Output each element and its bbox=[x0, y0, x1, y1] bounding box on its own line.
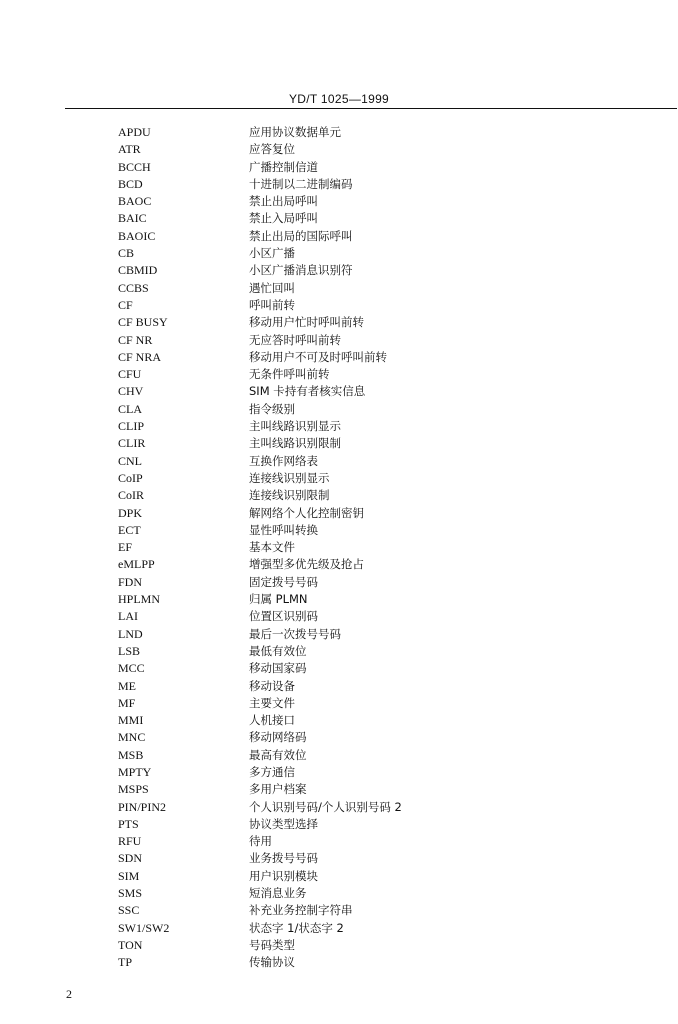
abbreviation-term: TON bbox=[118, 937, 143, 952]
abbreviation-definition: 移动用户不可及时呼叫前转 bbox=[249, 349, 387, 364]
list-item bbox=[0, 314, 678, 331]
list-item bbox=[0, 539, 678, 556]
list-item bbox=[0, 141, 678, 158]
abbreviation-term: CLA bbox=[118, 401, 142, 416]
abbreviation-definition: 增强型多优先级及抢占 bbox=[249, 557, 364, 572]
abbreviation-term: BAOC bbox=[118, 194, 152, 209]
list-item bbox=[0, 885, 678, 902]
abbreviation-definition: 无条件呼叫前转 bbox=[249, 367, 330, 382]
abbreviation-term: LND bbox=[118, 626, 143, 641]
abbreviation-term: SW1/SW2 bbox=[118, 920, 170, 935]
abbreviation-term: MSPS bbox=[118, 782, 149, 797]
abbreviation-term: ECT bbox=[118, 522, 141, 537]
abbreviation-definition: 主叫线路识别显示 bbox=[249, 419, 341, 434]
abbreviation-definition: 多用户档案 bbox=[249, 782, 307, 797]
abbreviation-definition: 基本文件 bbox=[249, 540, 295, 555]
abbreviation-term: SDN bbox=[118, 851, 143, 866]
abbreviation-term: CF bbox=[118, 297, 133, 312]
list-item bbox=[0, 868, 678, 885]
abbreviation-definition: 禁止出局的国际呼叫 bbox=[249, 228, 353, 243]
abbreviation-term: DPK bbox=[118, 505, 143, 520]
list-item bbox=[0, 176, 678, 193]
abbreviation-term: LAI bbox=[118, 609, 138, 624]
list-item bbox=[0, 660, 678, 677]
page-number: 2 bbox=[66, 987, 72, 1001]
abbreviation-definition: 主要文件 bbox=[249, 695, 295, 710]
list-item bbox=[0, 297, 678, 314]
abbreviation-definition: 多方通信 bbox=[249, 764, 295, 779]
list-item bbox=[0, 729, 678, 746]
list-item bbox=[0, 643, 678, 660]
list-item bbox=[0, 418, 678, 435]
abbreviation-term: CFU bbox=[118, 367, 142, 382]
abbreviation-definition: 状态字 1/状态字 2 bbox=[249, 920, 344, 935]
abbreviation-definition: 显性呼叫转换 bbox=[249, 522, 318, 537]
list-item bbox=[0, 366, 678, 383]
abbreviation-definition: 主叫线路识别限制 bbox=[249, 436, 341, 451]
abbreviation-term: PIN/PIN2 bbox=[118, 799, 167, 814]
abbreviation-definition: SIM 卡持有者核实信息 bbox=[249, 384, 366, 399]
list-item bbox=[0, 608, 678, 625]
abbreviation-definition: 人机接口 bbox=[249, 713, 295, 728]
abbreviation-term: RFU bbox=[118, 834, 142, 849]
list-item bbox=[0, 487, 678, 504]
abbreviation-term: PTS bbox=[118, 816, 139, 831]
list-item bbox=[0, 764, 678, 781]
abbreviation-term: CBMID bbox=[118, 263, 158, 278]
abbreviation-term: MCC bbox=[118, 661, 145, 676]
abbreviation-term: FDN bbox=[118, 574, 143, 589]
list-item bbox=[0, 401, 678, 418]
abbreviation-definition: 解网络个人化控制密钥 bbox=[249, 505, 364, 520]
list-item bbox=[0, 522, 678, 539]
abbreviation-definition: 禁止出局呼叫 bbox=[249, 194, 318, 209]
list-item bbox=[0, 902, 678, 919]
abbreviation-term: SSC bbox=[118, 903, 140, 918]
abbreviation-definition: 协议类型选择 bbox=[249, 816, 318, 831]
abbreviation-definition: 固定拨号号码 bbox=[249, 574, 318, 589]
abbreviation-term: CF BUSY bbox=[118, 315, 168, 330]
abbreviation-definition: 广播控制信道 bbox=[249, 159, 318, 174]
abbreviation-definition: 连接线识别显示 bbox=[249, 470, 330, 485]
abbreviation-term: MPTY bbox=[118, 764, 152, 779]
abbreviation-list bbox=[0, 124, 678, 972]
abbreviation-definition: 指令级别 bbox=[249, 401, 295, 416]
abbreviation-term: CB bbox=[118, 246, 135, 261]
abbreviation-definition: 连接线识别限制 bbox=[249, 488, 330, 503]
list-item bbox=[0, 383, 678, 400]
list-item bbox=[0, 159, 678, 176]
abbreviation-definition: 无应答时呼叫前转 bbox=[249, 332, 341, 347]
abbreviation-definition: 小区广播消息识别符 bbox=[249, 263, 353, 278]
abbreviation-definition: 移动设备 bbox=[249, 678, 295, 693]
list-item bbox=[0, 332, 678, 349]
abbreviation-term: BAOIC bbox=[118, 228, 156, 243]
abbreviation-term: EF bbox=[118, 540, 133, 555]
abbreviation-term: CHV bbox=[118, 384, 144, 399]
list-item bbox=[0, 349, 678, 366]
abbreviation-term: CF NRA bbox=[118, 349, 162, 364]
abbreviation-definition: 业务拨号号码 bbox=[249, 851, 318, 866]
abbreviation-term: CCBS bbox=[118, 280, 149, 295]
abbreviation-definition: 移动用户忙时呼叫前转 bbox=[249, 315, 364, 330]
abbreviation-term: CLIR bbox=[118, 436, 146, 451]
abbreviation-term: eMLPP bbox=[118, 557, 155, 572]
abbreviation-term: BAIC bbox=[118, 211, 147, 226]
abbreviation-definition: 传输协议 bbox=[249, 955, 295, 970]
list-item bbox=[0, 280, 678, 297]
abbreviation-definition: 待用 bbox=[249, 834, 272, 849]
abbreviation-definition: 禁止入局呼叫 bbox=[249, 211, 318, 226]
abbreviation-definition: 应用协议数据单元 bbox=[249, 125, 341, 139]
list-item bbox=[0, 747, 678, 764]
abbreviation-term: CNL bbox=[118, 453, 142, 468]
list-item bbox=[0, 954, 678, 971]
list-item bbox=[0, 833, 678, 850]
abbreviation-term: ATR bbox=[118, 142, 141, 157]
abbreviation-definition: 小区广播 bbox=[249, 246, 295, 261]
list-item bbox=[0, 574, 678, 591]
abbreviation-definition: 归属 PLMN bbox=[249, 592, 308, 607]
abbreviation-term: TP bbox=[118, 955, 133, 970]
list-item bbox=[0, 799, 678, 816]
abbreviation-term: BCD bbox=[118, 176, 143, 191]
list-item bbox=[0, 695, 678, 712]
abbreviation-term: CF NR bbox=[118, 332, 153, 347]
abbreviation-term: SMS bbox=[118, 886, 143, 901]
list-item bbox=[0, 556, 678, 573]
abbreviation-definition: 用户识别模块 bbox=[249, 868, 318, 883]
abbreviation-definition: 十进制以二进制编码 bbox=[249, 176, 353, 191]
list-item bbox=[0, 850, 678, 867]
abbreviation-term: CLIP bbox=[118, 419, 145, 434]
list-item bbox=[0, 262, 678, 279]
abbreviation-term: CoIR bbox=[118, 488, 145, 503]
list-item bbox=[0, 591, 678, 608]
list-item bbox=[0, 712, 678, 729]
abbreviation-definition: 移动网络码 bbox=[249, 730, 307, 745]
header-divider bbox=[65, 108, 677, 109]
abbreviation-term: ME bbox=[118, 678, 136, 693]
abbreviation-definition: 号码类型 bbox=[249, 937, 295, 952]
list-item bbox=[0, 920, 678, 937]
abbreviation-term: MF bbox=[118, 695, 136, 710]
list-item bbox=[0, 124, 678, 141]
list-item bbox=[0, 245, 678, 262]
list-item bbox=[0, 505, 678, 522]
list-item bbox=[0, 781, 678, 798]
abbreviation-definition: 最低有效位 bbox=[249, 643, 307, 658]
abbreviation-definition: 补充业务控制字符串 bbox=[249, 903, 353, 918]
abbreviation-term: HPLMN bbox=[118, 592, 161, 607]
abbreviation-definition: 互换作网络表 bbox=[249, 453, 318, 468]
abbreviation-term: MNC bbox=[118, 730, 146, 745]
abbreviation-definition: 呼叫前转 bbox=[249, 297, 295, 312]
abbreviation-term: SIM bbox=[118, 868, 140, 883]
list-item bbox=[0, 937, 678, 954]
abbreviation-definition: 位置区识别码 bbox=[249, 609, 318, 624]
list-item bbox=[0, 453, 678, 470]
list-item bbox=[0, 210, 678, 227]
list-item bbox=[0, 470, 678, 487]
list-item bbox=[0, 678, 678, 695]
abbreviation-term: CoIP bbox=[118, 470, 143, 485]
abbreviation-definition: 移动国家码 bbox=[249, 661, 307, 676]
standard-code-header: YD/T 1025—1999 bbox=[288, 92, 390, 106]
list-item bbox=[0, 228, 678, 245]
abbreviation-definition: 短消息业务 bbox=[249, 886, 307, 901]
abbreviation-definition: 应答复位 bbox=[249, 142, 295, 157]
list-item bbox=[0, 193, 678, 210]
abbreviation-term: APDU bbox=[118, 125, 151, 139]
abbreviation-definition: 最高有效位 bbox=[249, 747, 307, 762]
list-item bbox=[0, 626, 678, 643]
abbreviation-definition: 最后一次拨号号码 bbox=[249, 626, 341, 641]
abbreviation-definition: 个人识别号码/个人识别号码 2 bbox=[249, 799, 402, 814]
list-item bbox=[0, 816, 678, 833]
list-item bbox=[0, 435, 678, 452]
abbreviation-definition: 遇忙回叫 bbox=[249, 280, 295, 295]
abbreviation-term: LSB bbox=[118, 643, 141, 658]
abbreviation-term: MMI bbox=[118, 713, 144, 728]
abbreviation-term: MSB bbox=[118, 747, 144, 762]
abbreviation-term: BCCH bbox=[118, 159, 151, 174]
